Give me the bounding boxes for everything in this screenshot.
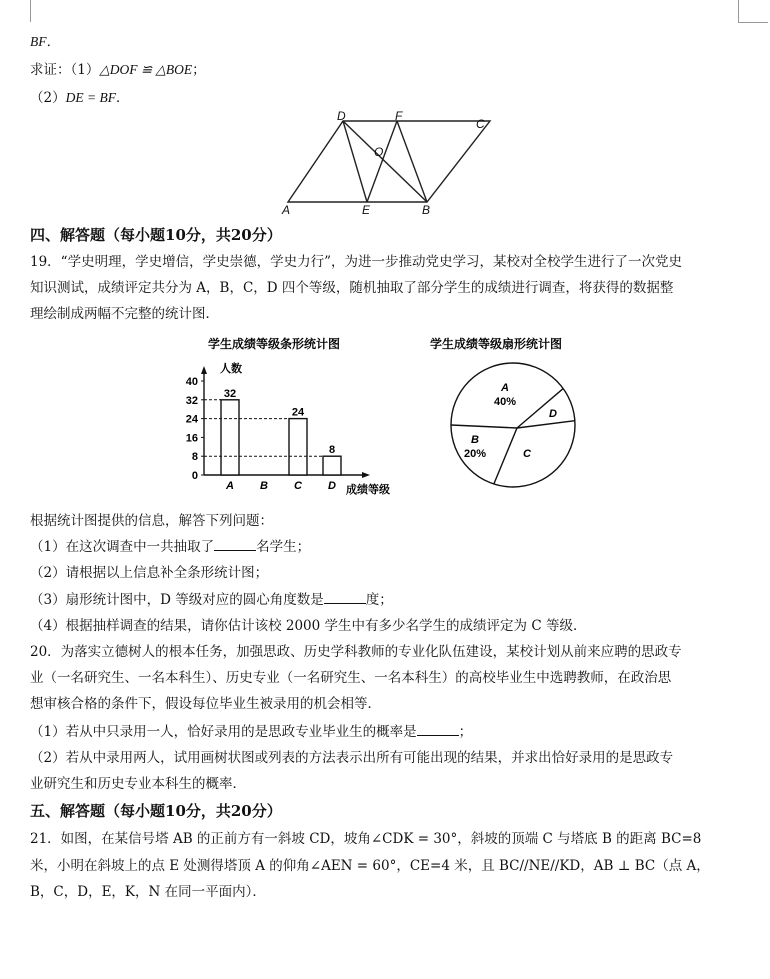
- pie-label-a: A: [501, 382, 509, 394]
- y-axis-arrow: [201, 366, 207, 374]
- q21-line-3: B，C，D，E，K，N 在同一平面内）．: [30, 884, 266, 900]
- y-tick-label: 32: [185, 394, 198, 407]
- q20-sub-2-line-2: 业研究生和历史专业本科生的概率．: [30, 776, 246, 792]
- bar-c: [289, 419, 307, 475]
- y-tick-label: 24: [185, 413, 198, 426]
- q19-sub-3: （3）扇形统计图中，D 等级对应的圆心角度数是 度；: [30, 589, 393, 610]
- bar-chart-ylabel: 人数: [220, 363, 242, 375]
- answer-blank-2[interactable]: [324, 589, 366, 604]
- q20-sub-2-line-1: （2）若从中录用两人，试用画树状图或列表的方法表示出所有可能出现的结果，并求出恰好录用的是思政专: [30, 750, 674, 766]
- section-5-heading: 五、解答题（每小题10分，共20分）: [30, 802, 282, 820]
- x-tick-label-d: D: [328, 480, 336, 492]
- proof-statement-1: 求证：（1）△DOF ≌ △BOE；: [30, 62, 206, 78]
- pie-percent-b: 20%: [463, 448, 487, 460]
- pie-label-c: C: [523, 448, 531, 460]
- answer-blank-3[interactable]: [417, 721, 459, 736]
- bar-chart: [180, 330, 410, 500]
- bar-value-label-d: 8: [328, 444, 336, 457]
- point-a-label: A: [282, 203, 291, 217]
- pie-outline: [451, 363, 575, 487]
- bar-value-label-a: 32: [223, 387, 237, 400]
- y-tick-label: 0: [191, 470, 198, 482]
- section-4-heading: 四、解答题（每小题10分，共20分）: [30, 226, 282, 244]
- pie-label-d: D: [549, 408, 557, 420]
- bar-value-label-c: 24: [291, 406, 305, 419]
- q20-sub-1: （1）若从中只录用一人，恰好录用的是思政专业毕业生的概率是 ；: [30, 721, 472, 742]
- q20-line-3: 想审核合格的条件下，假设每位毕业生被录用的机会相等．: [30, 696, 381, 712]
- pie-chart-title: 学生成绩等级扇形统计图: [430, 337, 563, 351]
- pie-label-b: B: [471, 434, 479, 446]
- q19-sub-2: （2）请根据以上信息补全条形统计图；: [30, 565, 269, 581]
- q19-sub-4: （4）根据抽样调查的结果，请你估计该校 2000 学生中有多少名学生的成绩评定为 C 等级．: [30, 618, 587, 634]
- crop-mark-left: [30, 0, 31, 22]
- bar-d: [323, 456, 341, 475]
- pie-chart: [420, 330, 620, 500]
- q21-line-2: 米，小明在斜坡上的点 E 处测得塔顶 A 的仰角∠AEN = 60°，CE=4 米，且 BC//NE//KD，AB ⊥ BC（点 A，: [30, 858, 710, 874]
- bar-a: [221, 400, 239, 475]
- q19-line-2: 知识测试，成绩评定共分为 A，B，C，D 四个等级，随机抽取了部分学生的成绩进行调查，将获得的数据整: [30, 280, 674, 296]
- point-d-label: D: [337, 110, 346, 123]
- crop-mark-right-h: [738, 22, 768, 23]
- q19-line-3: 理绘制成两幅不完整的统计图．: [30, 306, 219, 322]
- y-tick-label: 8: [191, 451, 198, 464]
- point-b-label: B: [422, 203, 431, 217]
- q19-intro: 根据统计图提供的信息，解答下列问题：: [30, 513, 273, 529]
- x-tick-label-a: A: [226, 480, 234, 492]
- proof-line-bf: BF．: [30, 34, 60, 49]
- x-tick-label-c: C: [294, 480, 302, 492]
- bar-chart-xlabel: 成绩等级: [346, 484, 390, 496]
- x-tick-label-b: B: [260, 480, 268, 492]
- point-e-label: E: [362, 203, 371, 217]
- point-o-label: O: [374, 145, 384, 159]
- answer-blank-1[interactable]: [214, 536, 256, 551]
- crop-mark-right: [738, 0, 739, 22]
- bar-chart-title: 学生成绩等级条形统计图: [208, 337, 341, 351]
- q19-line-1: 19．“学史明理，学史增信，学史崇德，学史力行”，为进一步推动党史学习，某校对全校学生进行了一次党史: [30, 254, 682, 270]
- y-tick-label: 16: [185, 432, 198, 445]
- y-tick-label: 40: [185, 376, 198, 388]
- point-f-label: F: [395, 110, 403, 123]
- proof-statement-2: （2）DE = BF．: [30, 90, 130, 106]
- q20-line-1: 20．为落实立德树人的根本任务，加强思政、历史学科教师的专业化队伍建设，某校计划从前来应聘的思政专: [30, 644, 682, 660]
- q19-sub-1: （1）在这次调查中一共抽取了 名学生；: [30, 536, 310, 557]
- q20-line-2: 业（一名研究生、一名本科生）、历史专业（一名研究生、一名本科生）的高校毕业生中选聘教师，在政治思: [30, 670, 672, 686]
- pie-percent-a: 40%: [493, 396, 517, 408]
- parallelogram-figure: [270, 110, 500, 220]
- x-axis-arrow: [362, 472, 370, 478]
- point-c-label: C: [476, 117, 485, 131]
- q21-line-1: 21．如图，在某信号塔 AB 的正前方有一斜坡 CD，坡角∠CDK = 30°，斜坡的顶端 C 与塔底 B 的距离 BC=8: [30, 831, 702, 847]
